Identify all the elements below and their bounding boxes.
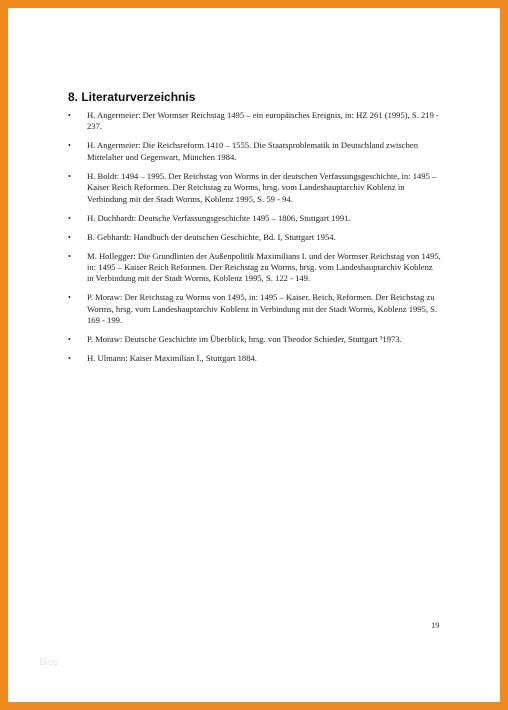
reference-item	[63, 232, 441, 243]
bullet-icon: •	[68, 141, 71, 151]
reference-item	[63, 353, 441, 364]
bullet-icon: •	[68, 171, 71, 181]
reference-item	[63, 110, 441, 133]
reference-text: H. Boldt: 1494 – 1995. Der Reichstag von Worms in der deutschen Verfassungsgeschichte, in: 1495 – Kaiser Reich Reformen. Der Reichstag zu Worms, hrsg. vom Landeshauptarchiv Koblenz in Verbindung mit der Stadt Worms, Koblenz 1995, S. 59 - 94.	[87, 170, 437, 204]
reference-item	[63, 171, 441, 205]
section-heading: 8. Literaturverzeichnis	[68, 90, 196, 104]
reference-text: B. Gebhardt: Handbuch der deutschen Geschichte, Bd. I, Stuttgart 1954.	[87, 231, 336, 242]
bullet-icon: •	[68, 354, 71, 364]
reference-item	[63, 292, 441, 326]
bullet-icon: •	[68, 293, 71, 303]
page-number: 19	[431, 620, 440, 630]
reference-text: H. Angermeier: Der Wormser Reichstag 1495 – ein europäisches Ereignis, in: HZ 261 (1995), S. 219 - 237.	[87, 110, 439, 132]
reference-text: H. Angermeier: Die Reichsreform 1410 – 1555. Die Staatsproblematik in Deutschland zwischen Mittelalter und Gegenwart, München 1984.	[87, 140, 419, 162]
reference-item	[63, 251, 441, 285]
reference-text: P. Moraw: Der Reichstag zu Worms von 1495, in: 1495 – Kaiser, Reich, Reformen. Der Reichstag zu Worms, hrsg. vom Landeshauptarchiv Koblenz in Verbindung mit der Stadt Worms, Koblenz 1995, S. 169 - 199.	[87, 292, 438, 326]
reference-text: H. Ulmann: Kaiser Maximilian I., Stuttgart 1884.	[87, 353, 257, 364]
bullet-icon: •	[68, 213, 71, 223]
bullet-icon: •	[68, 335, 71, 345]
bullet-icon: •	[68, 232, 71, 242]
reference-text: P. Moraw: Deutsche Geschichte im Überblick, hrsg. von Theodor Schieder, Stuttgart ³1973.	[87, 334, 402, 345]
watermark-label: Blog	[39, 657, 60, 668]
bullet-icon: •	[68, 251, 71, 261]
reference-text: H. Duchhardt: Deutsche Verfassungsgeschichte 1495 – 1806, Stuttgart 1991.	[87, 212, 351, 223]
reference-text: M. Hollegger: Die Grundlinien der Außenpolitik Maximilians I. und der Wormser Reichstag von 1495, in: 1495 – Kaiser Reich Reformen. Der Reichstag zu Worms, hrsg. vom Landeshauptarchiv Koblenz in Verbindung mit der Stadt Worms, Koblenz 1995, S. 122 - 149.	[87, 250, 441, 284]
bullet-icon: •	[68, 111, 71, 120]
document-page	[8, 8, 500, 702]
reference-list	[63, 110, 441, 372]
reference-item	[63, 140, 441, 163]
reference-item	[63, 334, 441, 345]
reference-item	[63, 213, 441, 224]
